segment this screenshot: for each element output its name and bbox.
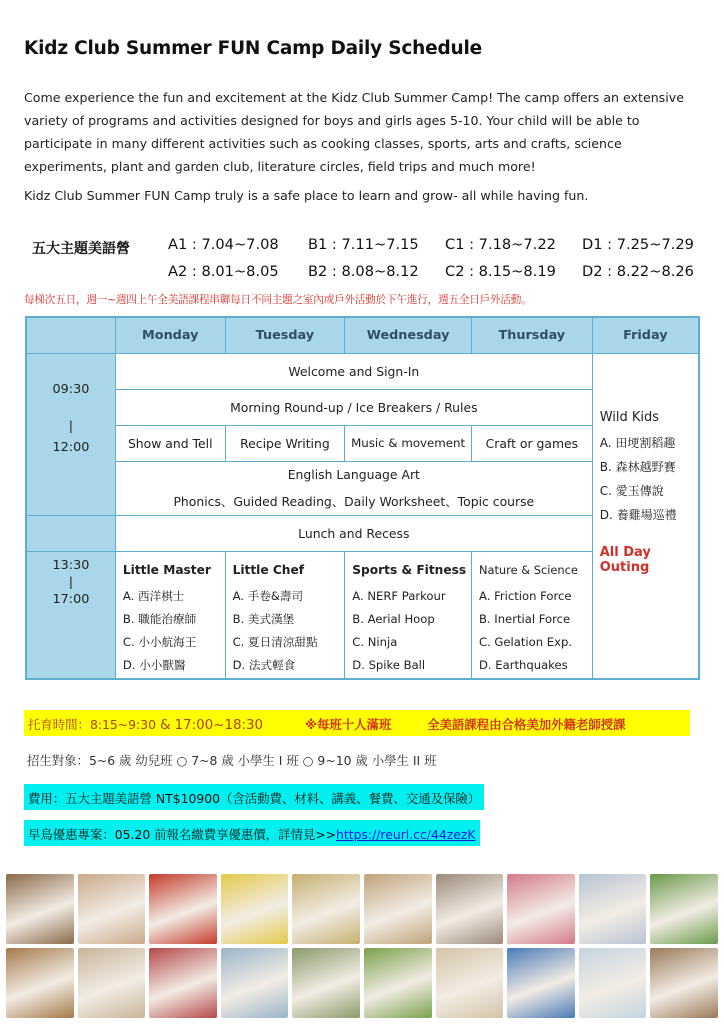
ela-title: English Language Art <box>287 466 420 482</box>
afternoon-thursday <box>471 551 592 679</box>
afternoon-tuesday-item: A. 手卷&壽司 <box>232 588 304 603</box>
afternoon-tuesday-item: C. 夏日清涼甜點 <box>232 634 318 649</box>
care-hours-bar <box>24 710 690 736</box>
friday-item-d: D. 養雞場巡禮 <box>599 507 677 522</box>
afternoon-monday <box>115 551 225 679</box>
session-c2: C2 : 8.15~8.19 <box>445 263 556 280</box>
header-time <box>26 317 115 353</box>
daily-wednesday: Music & movement <box>345 425 472 461</box>
activity-photo <box>221 874 289 944</box>
friday-cell <box>592 353 699 679</box>
afternoon-monday-item: A. 西洋棋士 <box>122 588 185 603</box>
session-d1: D1 : 7.25~7.29 <box>582 236 694 253</box>
daily-tuesday: Recipe Writing <box>225 425 345 461</box>
page-title: Kidz Club Summer FUN Camp Daily Schedule <box>24 38 482 59</box>
roundup-cell: Morning Round-up / Ice Breakers / Rules <box>115 389 592 425</box>
header-thursday: Thursday <box>471 317 592 353</box>
activity-photo <box>507 948 575 1018</box>
afternoon-monday-title: Little Master <box>122 562 211 577</box>
activity-photo <box>292 948 360 1018</box>
session-c1: C1 : 7.18~7.22 <box>445 236 556 253</box>
daily-thursday: Craft or games <box>471 425 592 461</box>
activity-photo <box>650 948 718 1018</box>
activity-photo <box>579 874 647 944</box>
daily-monday: Show and Tell <box>115 425 225 461</box>
lunch-cell: Lunch and Recess <box>115 515 592 551</box>
care-hours: 托育時間：8:15~9:30 <box>28 717 156 732</box>
afternoon-separator: | <box>68 574 74 590</box>
afternoon-tuesday <box>225 551 345 679</box>
schedule-note: 每梯次五日，週一~週四上午全美語課程串聯每日不同主題之室內或戶外活動於下午進行，週五全日戶外活動。 <box>24 294 532 306</box>
fee-info: 費用：五大主題美語營 NT$10900（含活動費、材料、講義、餐費、交通及保險） <box>24 784 484 810</box>
teacher-note: 全美語課程由合格美加外籍老師授課 <box>427 717 626 732</box>
activity-photo <box>579 948 647 1018</box>
afternoon-wednesday-item: A. NERF Parkour <box>352 588 446 603</box>
activity-photo <box>436 874 504 944</box>
afternoon-thursday-item: A. Friction Force <box>478 588 572 603</box>
session-d2: D2 : 8.22~8.26 <box>582 263 694 280</box>
afternoon-thursday-item: C. Gelation Exp. <box>478 634 573 649</box>
afternoon-wednesday-title: Sports & Fitness <box>352 562 467 577</box>
registration-link[interactable]: https://reurl.cc/44zezK <box>336 827 476 842</box>
session-a1: A1 : 7.04~7.08 <box>168 236 279 253</box>
afternoon-tuesday-item: B. 美式漢堡 <box>232 611 295 626</box>
afternoon-start: 13:30 <box>52 557 90 573</box>
ela-cell <box>115 461 592 515</box>
session-a2: A2 : 8.01~8.05 <box>168 263 279 280</box>
afternoon-monday-item: C. 小小航海王 <box>122 634 197 649</box>
afternoon-monday-item: D. 小小獸醫 <box>122 657 186 672</box>
morning-separator: | <box>68 418 74 434</box>
activity-photo <box>436 948 504 1018</box>
class-capacity: ※每班十人滿班 <box>304 717 392 732</box>
welcome-cell: Welcome and Sign-In <box>115 353 592 389</box>
afternoon-monday-item: B. 職能治療師 <box>122 611 197 626</box>
afternoon-tuesday-title: Little Chef <box>232 562 305 577</box>
intro-tagline: Kidz Club Summer FUN Camp truly is a safe place to learn and grow- all while having fun. <box>24 188 589 203</box>
care-hours-evening: & 17:00~18:30 <box>159 718 264 733</box>
activity-photo <box>149 948 217 1018</box>
friday-item-b: B. 森林越野賽 <box>599 459 676 474</box>
activity-photo <box>149 874 217 944</box>
lunch-time-cell <box>26 515 115 551</box>
activity-photo <box>364 948 432 1018</box>
activity-photo <box>221 948 289 1018</box>
friday-item-a: A. 田埂割稻趣 <box>599 435 676 450</box>
friday-outing: All Day Outing <box>599 544 651 575</box>
afternoon-wednesday-item: B. Aerial Hoop <box>352 611 435 626</box>
morning-end: 12:00 <box>52 439 90 455</box>
morning-start: 09:30 <box>52 381 90 397</box>
session-b1: B1 : 7.11~7.15 <box>308 236 419 253</box>
activity-photo <box>364 874 432 944</box>
friday-title: Wild Kids <box>599 409 660 425</box>
schedule-header-row <box>26 317 699 353</box>
afternoon-tuesday-item: D. 法式輕食 <box>232 657 296 672</box>
header-tuesday: Tuesday <box>225 317 345 353</box>
header-friday: Friday <box>592 317 699 353</box>
ela-detail: Phonics、Guided Reading、Daily Worksheet、Topic course <box>173 493 535 509</box>
session-label: 五大主題美語營 <box>32 241 130 257</box>
enrollment-info: 招生對象：5~6 歲 幼兒班 ○ 7~8 歲 小學生 I 班 ○ 9~10 歲 小學生 II 班 <box>27 753 437 768</box>
early-bird-bar <box>24 820 480 846</box>
activity-photo <box>6 874 74 944</box>
activity-photo <box>292 874 360 944</box>
afternoon-thursday-item: D. Earthquakes <box>478 657 568 672</box>
header-wednesday: Wednesday <box>345 317 472 353</box>
afternoon-wednesday <box>345 551 472 679</box>
photo-strip <box>6 874 718 1018</box>
afternoon-wednesday-item: C. Ninja <box>352 634 398 649</box>
activity-photo <box>507 874 575 944</box>
activity-photo <box>6 948 74 1018</box>
schedule-table <box>25 316 700 680</box>
afternoon-end: 17:00 <box>52 591 90 607</box>
activity-photo <box>78 948 146 1018</box>
header-monday: Monday <box>115 317 225 353</box>
morning-time-cell <box>26 353 115 515</box>
early-bird-text: 早鳥優惠專案：05.20 前報名繳費享優惠價，詳情見>> <box>28 827 336 842</box>
intro-paragraph: Come experience the fun and excitement at the Kidz Club Summer Camp! The camp offers an extensive variety of programs and activities designed for boys and girls ages 5-10. Your child will be able to participate in many different activities such as cooking classes, sports, arts and crafts, science experiments, plant and garden club, literature circles, field trips and much more! <box>24 90 684 174</box>
friday-item-c: C. 愛玉傳說 <box>599 483 664 498</box>
afternoon-wednesday-item: D. Spike Ball <box>352 657 426 672</box>
session-b2: B2 : 8.08~8.12 <box>308 263 419 280</box>
afternoon-time-cell <box>26 551 115 679</box>
activity-photo <box>78 874 146 944</box>
activity-photo <box>650 874 718 944</box>
afternoon-thursday-title: Nature & Science <box>478 562 578 577</box>
afternoon-thursday-item: B. Inertial Force <box>478 611 571 626</box>
